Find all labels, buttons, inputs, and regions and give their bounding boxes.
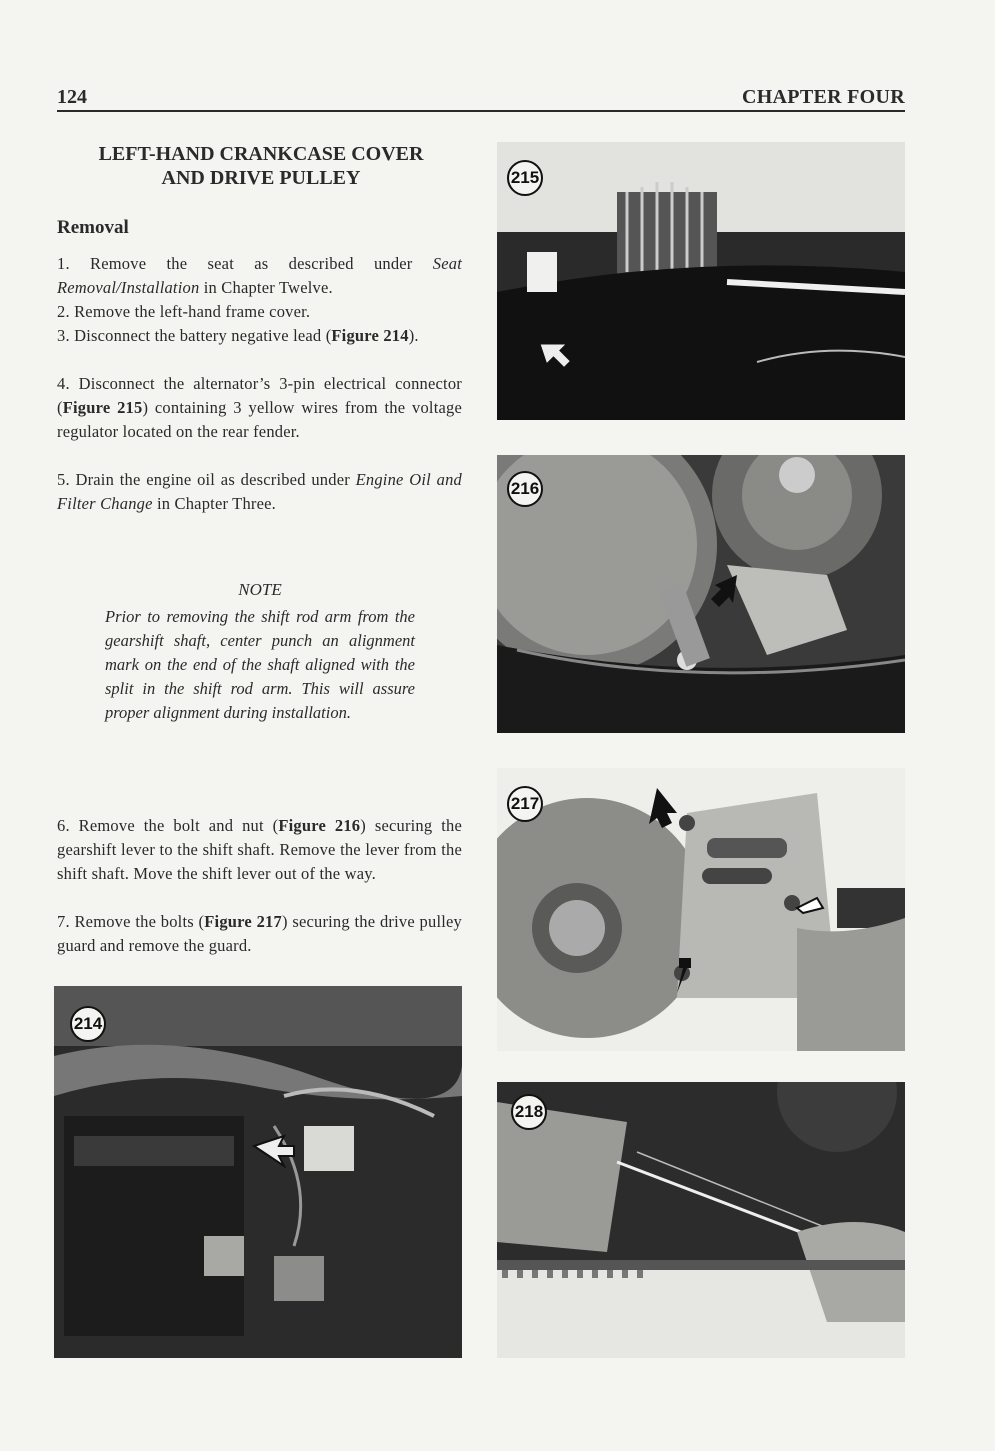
figure-218-photo	[497, 1082, 905, 1358]
step-2: 2. Remove the left-hand frame cover.	[57, 302, 311, 321]
page-number: 124	[57, 86, 87, 108]
step-7: 7. Remove the bolts (Figure 217) securing the drive pulley guard and remove the guard.	[57, 912, 462, 955]
figure-217-label: 217	[507, 786, 543, 822]
note-title: NOTE	[238, 580, 282, 599]
section-title	[60, 142, 462, 190]
drive-pulley-guard-illustration	[497, 768, 905, 1051]
header-rule	[57, 110, 905, 112]
section-title-line1: LEFT-HAND CRANKCASE COVER	[98, 143, 424, 165]
gearshift-lever-illustration	[497, 455, 905, 733]
battery-connector-illustration	[54, 986, 462, 1358]
figure-214-photo	[54, 986, 462, 1358]
subheading-removal: Removal	[57, 217, 129, 238]
step-5: 5. Drain the engine oil as described under Engine Oil and Filter Change in Chapter Three.	[57, 470, 462, 513]
step-6: 6. Remove the bolt and nut (Figure 216) securing the gearshift lever to the shift shaft. Remove the lever from the shift shaft. Move the shift lever out of the way.	[57, 816, 462, 883]
figure-215-photo	[497, 142, 905, 420]
figure-217-photo	[497, 768, 905, 1051]
note-body: Prior to removing the shift rod arm from the gearshift shaft, center punch an alignment mark on the end of the shaft aligned with the split in the shift rod arm. This will assure proper alignment during installation.	[105, 607, 415, 722]
step-3: 3. Disconnect the battery negative lead (Figure 214).	[57, 326, 419, 345]
figure-214-label: 214	[70, 1006, 106, 1042]
figure-216-label: 216	[507, 471, 543, 507]
alternator-connector-illustration	[497, 142, 905, 420]
section-title-line2: AND DRIVE PULLEY	[161, 167, 361, 189]
step-4: 4. Disconnect the alternator’s 3-pin electrical connector (Figure 215) containing 3 yellow wires from the voltage regulator located on the rear fender.	[57, 374, 462, 441]
figure-216-photo	[497, 455, 905, 733]
figure-215-label: 215	[507, 160, 543, 196]
figure-218-label: 218	[511, 1094, 547, 1130]
step-1: 1. Remove the seat as described under Seat Removal/Installation in Chapter Twelve.	[57, 254, 462, 297]
drive-belt-illustration	[497, 1082, 905, 1358]
chapter-title: CHAPTER FOUR	[741, 86, 905, 108]
